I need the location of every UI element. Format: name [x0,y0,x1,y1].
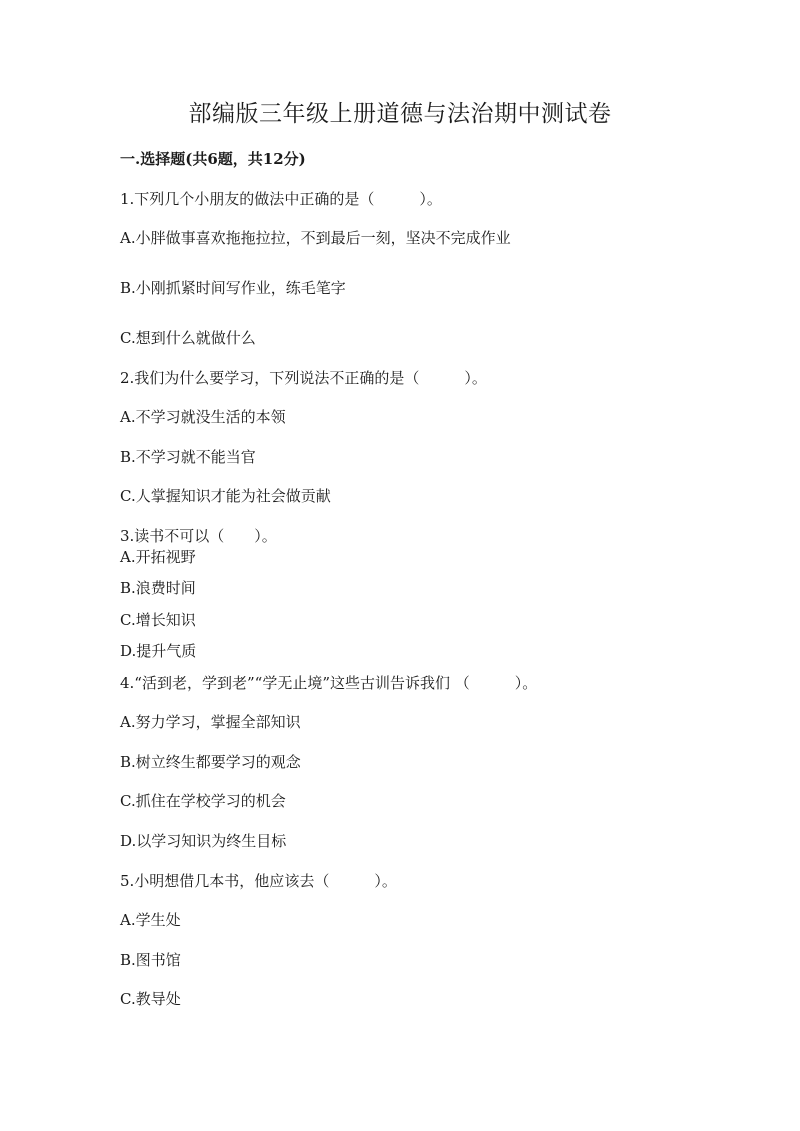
question-5-option-a: A.学生处 [120,911,181,929]
question-4-option-d: D.以学习知识为终生目标 [120,832,287,850]
question-3-option-c: C.增长知识 [120,611,196,629]
question-1-option-c: C.想到什么就做什么 [120,329,256,347]
question-3-option-a: A.开拓视野 [120,548,196,566]
question-1-stem: 1.下列几个小朋友的做法中正确的是（ ）。 [120,190,442,208]
question-2-option-b: B.不学习就不能当官 [120,448,256,466]
question-2-option-c: C.人掌握知识才能为社会做贡献 [120,487,331,505]
section-heading: 一.选择题(共6题，共12分) [120,150,306,168]
question-5-option-b: B.图书馆 [120,951,181,969]
question-3-option-b: B.浪费时间 [120,579,196,597]
question-4-option-b: B.树立终生都要学习的观念 [120,753,301,771]
question-2-option-a: A.不学习就没生活的本领 [120,408,286,426]
question-1-option-a: A.小胖做事喜欢拖拖拉拉，不到最后一刻，坚决不完成作业 [120,229,511,247]
question-3-option-d: D.提升气质 [120,642,197,660]
question-4-option-a: A.努力学习，掌握全部知识 [120,713,301,731]
question-1-option-b: B.小刚抓紧时间写作业，练毛笔字 [120,279,346,297]
page-title: 部编版三年级上册道德与法治期中测试卷 [188,101,612,127]
question-5-stem: 5.小明想借几本书，他应该去（ ）。 [120,872,397,890]
question-4-stem: 4.“活到老，学到老”“学无止境”这些古训告诉我们 （ ）。 [120,674,538,692]
question-2-stem: 2.我们为什么要学习，下列说法不正确的是（ ）。 [120,369,487,387]
question-3-stem: 3.读书不可以（ ）。 [120,527,277,545]
question-5-option-c: C.教导处 [120,990,181,1008]
question-4-option-c: C.抓住在学校学习的机会 [120,792,286,810]
